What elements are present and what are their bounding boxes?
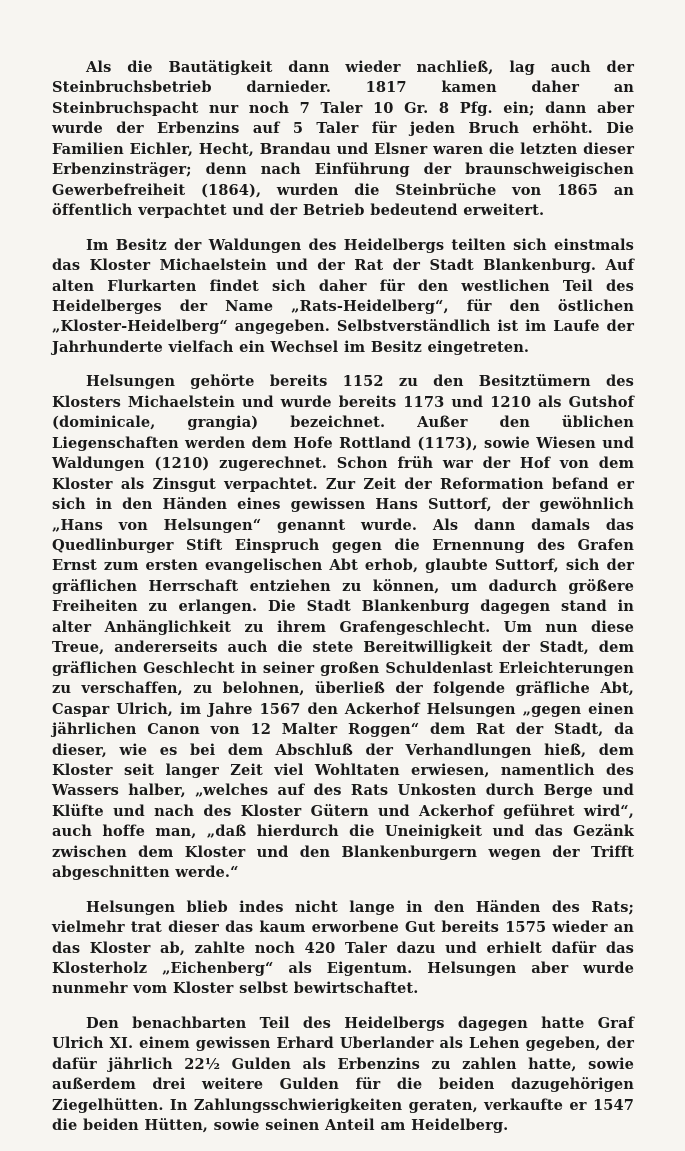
paragraph-4: Helsungen blieb indes nicht lange in den Händen des Rats; vielmehr trat dieser das kaum erworbene Gut bereits 1575 wieder an das Kloster ab, zahlte noch 420 Taler dazu und erhielt dafür das Klosterholz „Eichenberg“ als Eigentum. Helsungen aber wurde nunmehr vom Kloster selbst bewirtschaftet.	[52, 898, 634, 998]
paragraph-1: Als die Bautätigkeit dann wieder nachließ, lag auch der Steinbruchsbetrieb darnieder. 1817 kamen daher an Steinbruchspacht nur noch 7 Taler 10 Gr. 8 Pfg. ein; dann aber wurde der Erbenzins auf 5 Taler für jeden Bruch erhöht. Die Familien Eichler, Hecht, Brandau und Elsner waren die letzten dieser Erbenzinsträger; denn nach Einführung der braunschweigischen Gewerbefreiheit (1864), wurden die Steinbrüche von 1865 an öffentlich verpachtet und der Betrieb bedeutend erweitert.	[52, 59, 634, 220]
document-page	[52, 58, 634, 1151]
paragraph-5: Den benachbarten Teil des Heidelbergs dagegen hatte Graf Ulrich XI. einem gewissen Erhard Uberlander als Lehen gegeben, der dafür jährlich 22½ Gulden als Erbenzins zu zahlen hatte, sowie außerdem drei weitere Gulden für die beiden dazugehörigen Ziegelhütten. In Zahlungsschwierigkeiten geraten, verkaufte er 1547 die beiden Hütten, sowie seinen Anteil am Heidelberg.	[52, 1014, 634, 1135]
paragraph-3: Helsungen gehörte bereits 1152 zu den Besitztümern des Klosters Michaelstein und wurde bereits 1173 und 1210 als Gutshof (dominicale, grangia) bezeichnet. Außer den üblichen Liegenschaften werden dem Hofe Rottland (1173), sowie Wiesen und Waldungen (1210) zugerechnet. Schon früh war der Hof von dem Kloster als Zinsgut verpachtet. Zur Zeit der Reformation befand er sich in den Händen eines gewissen Hans Suttorf, der gewöhnlich „Hans von Helsungen“ genannt wurde. Als dann damals das Quedlinburger Stift Einspruch gegen die Ernennung des Grafen Ernst zum ersten evangelischen Abt erhob, glaubte Suttorf, sich der gräflichen Herrschaft entziehen zu können, um dadurch größere Freiheiten zu erlangen. Die Stadt Blankenburg dagegen stand in alter Anhänglichkeit zu ihrem Grafengeschlecht. Um nun diese Treue, andererseits auch die stete Bereitwilligkeit der Stadt, dem gräflichen Geschlecht in seiner großen Schuldenlast Erleichterungen zu verschaffen, zu belohnen, überließ der folgende gräfliche Abt, Caspar Ulrich, im Jahre 1567 den Ackerhof Helsungen „gegen einen jährlichen Canon von 12 Malter Roggen“ dem Rat der Stadt, da dieser, wie es bei dem Abschluß der Verhandlungen hieß, dem Kloster seit langer Zeit viel Wohltaten erwiesen, namentlich des Wassers halber, „welches auf des Rats Unkosten durch Berge und Klüfte und nach des Kloster Gütern und Ackerhof geführet wird“, auch hoffe man, „daß hierdurch die Uneinigkeit und das Gezänk zwischen dem Kloster und den Blankenburgern wegen der Trifft abgeschnitten werde.“	[52, 373, 634, 882]
paragraph-2: Im Besitz der Waldungen des Heidelbergs teilten sich einstmals das Kloster Michaelstein und der Rat der Stadt Blankenburg. Auf alten Flurkarten findet sich daher für den westlichen Teil des Heidelberges der Name „Rats-Heidelberg“, für den östlichen „Kloster-Heidelberg“ angegeben. Selbstverständlich ist im Laufe der Jahrhunderte vielfach ein Wechsel im Besitz eingetreten.	[52, 236, 634, 356]
